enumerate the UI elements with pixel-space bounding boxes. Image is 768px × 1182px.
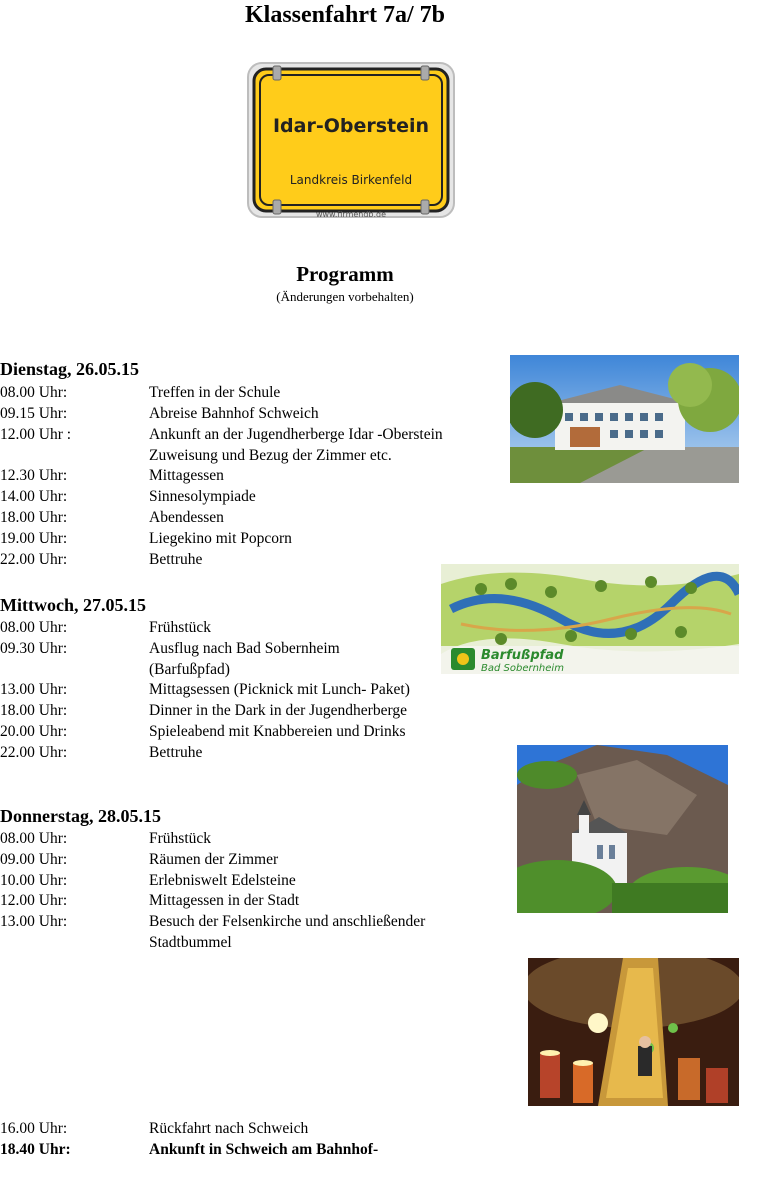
row-desc: Spieleabend mit Knabbereien und Drinks — [149, 723, 406, 740]
row-time: 09.15 Uhr: — [0, 405, 68, 422]
row-desc: Mittagessen — [149, 467, 224, 484]
programm-heading: Programm — [296, 262, 394, 286]
sign-town-text: Idar-Oberstein — [272, 115, 430, 137]
row-desc: Stadtbummel — [149, 934, 232, 951]
row-desc: Mittagsessen (Picknick mit Lunch- Paket) — [149, 681, 410, 698]
row-time: 10.00 Uhr: — [0, 872, 68, 889]
erlebniswelt-edelsteine-photo — [528, 958, 739, 1106]
row-desc: Liegekino mit Popcorn — [149, 530, 292, 547]
row-time: 12.00 Uhr : — [0, 426, 72, 443]
youth-hostel-photo — [510, 355, 739, 483]
row-desc: Abendessen — [149, 509, 224, 526]
row-time: 13.00 Uhr: — [0, 681, 68, 698]
programm-note: (Änderungen vorbehalten) — [276, 289, 414, 304]
row-time: 16.00 Uhr: — [0, 1120, 68, 1137]
row-time: 13.00 Uhr: — [0, 913, 68, 930]
row-desc: Zuweisung und Bezug der Zimmer etc. — [149, 447, 392, 464]
row-time: 09.30 Uhr: — [0, 640, 68, 657]
day-heading-dienstag: Dienstag, 26.05.15 — [0, 359, 139, 379]
row-desc: Sinnesolympiade — [149, 488, 256, 505]
sign-watermark-text: www.firmendb.de — [315, 210, 387, 218]
day-heading-donnerstag: Donnerstag, 28.05.15 — [0, 806, 161, 826]
row-desc: Mittagessen in der Stadt — [149, 892, 300, 909]
row-desc: Räumen der Zimmer — [149, 851, 279, 868]
row-desc: (Barfußpfad) — [149, 661, 230, 678]
row-time: 22.00 Uhr: — [0, 744, 68, 761]
row-time: 22.00 Uhr: — [0, 551, 68, 568]
row-desc: Dinner in the Dark in der Jugendherberge — [149, 702, 407, 719]
row-time: 18.40 Uhr: — [0, 1141, 71, 1158]
row-time: 18.00 Uhr: — [0, 702, 68, 719]
row-time: 14.00 Uhr: — [0, 488, 68, 505]
row-time: 09.00 Uhr: — [0, 851, 68, 868]
row-desc: Besuch der Felsenkirche und anschließender — [149, 913, 426, 930]
sign-district-text: Landkreis Birkenfeld — [289, 173, 413, 187]
row-time: 20.00 Uhr: — [0, 723, 68, 740]
row-desc: Treffen in der Schule — [149, 384, 281, 401]
page-title: Klassenfahrt 7a/ 7b — [244, 2, 445, 28]
row-desc: Ausflug nach Bad Sobernheim — [149, 640, 340, 657]
row-desc: Abreise Bahnhof Schweich — [149, 405, 319, 422]
row-desc: Ankunft in Schweich am Bahnhof- — [149, 1141, 379, 1158]
row-desc: Ankunft an der Jugendherberge Idar -Oberstein — [149, 426, 443, 443]
row-time: 19.00 Uhr: — [0, 530, 68, 547]
barfusspfad-title-text: Barfußpfad — [481, 648, 564, 663]
town-sign-image — [247, 62, 455, 218]
row-time: 08.00 Uhr: — [0, 384, 68, 401]
barfusspfad-subtitle-text: Bad Sobernheim — [481, 663, 564, 674]
row-desc: Bettruhe — [149, 744, 203, 761]
row-desc: Frühstück — [149, 830, 211, 847]
row-desc: Erlebniswelt Edelsteine — [149, 872, 296, 889]
row-time: 18.00 Uhr: — [0, 509, 68, 526]
row-time: 12.00 Uhr: — [0, 892, 68, 909]
row-time: 12.30 Uhr: — [0, 467, 68, 484]
row-desc: Frühstück — [149, 619, 211, 636]
day-heading-mittwoch: Mittwoch, 27.05.15 — [0, 595, 146, 615]
row-time: 08.00 Uhr: — [0, 619, 68, 636]
barfusspfad-map-image — [441, 564, 739, 674]
row-desc: Bettruhe — [149, 551, 203, 568]
row-desc: Rückfahrt nach Schweich — [149, 1120, 309, 1137]
felsenkirche-photo — [517, 745, 728, 913]
row-time: 08.00 Uhr: — [0, 830, 68, 847]
